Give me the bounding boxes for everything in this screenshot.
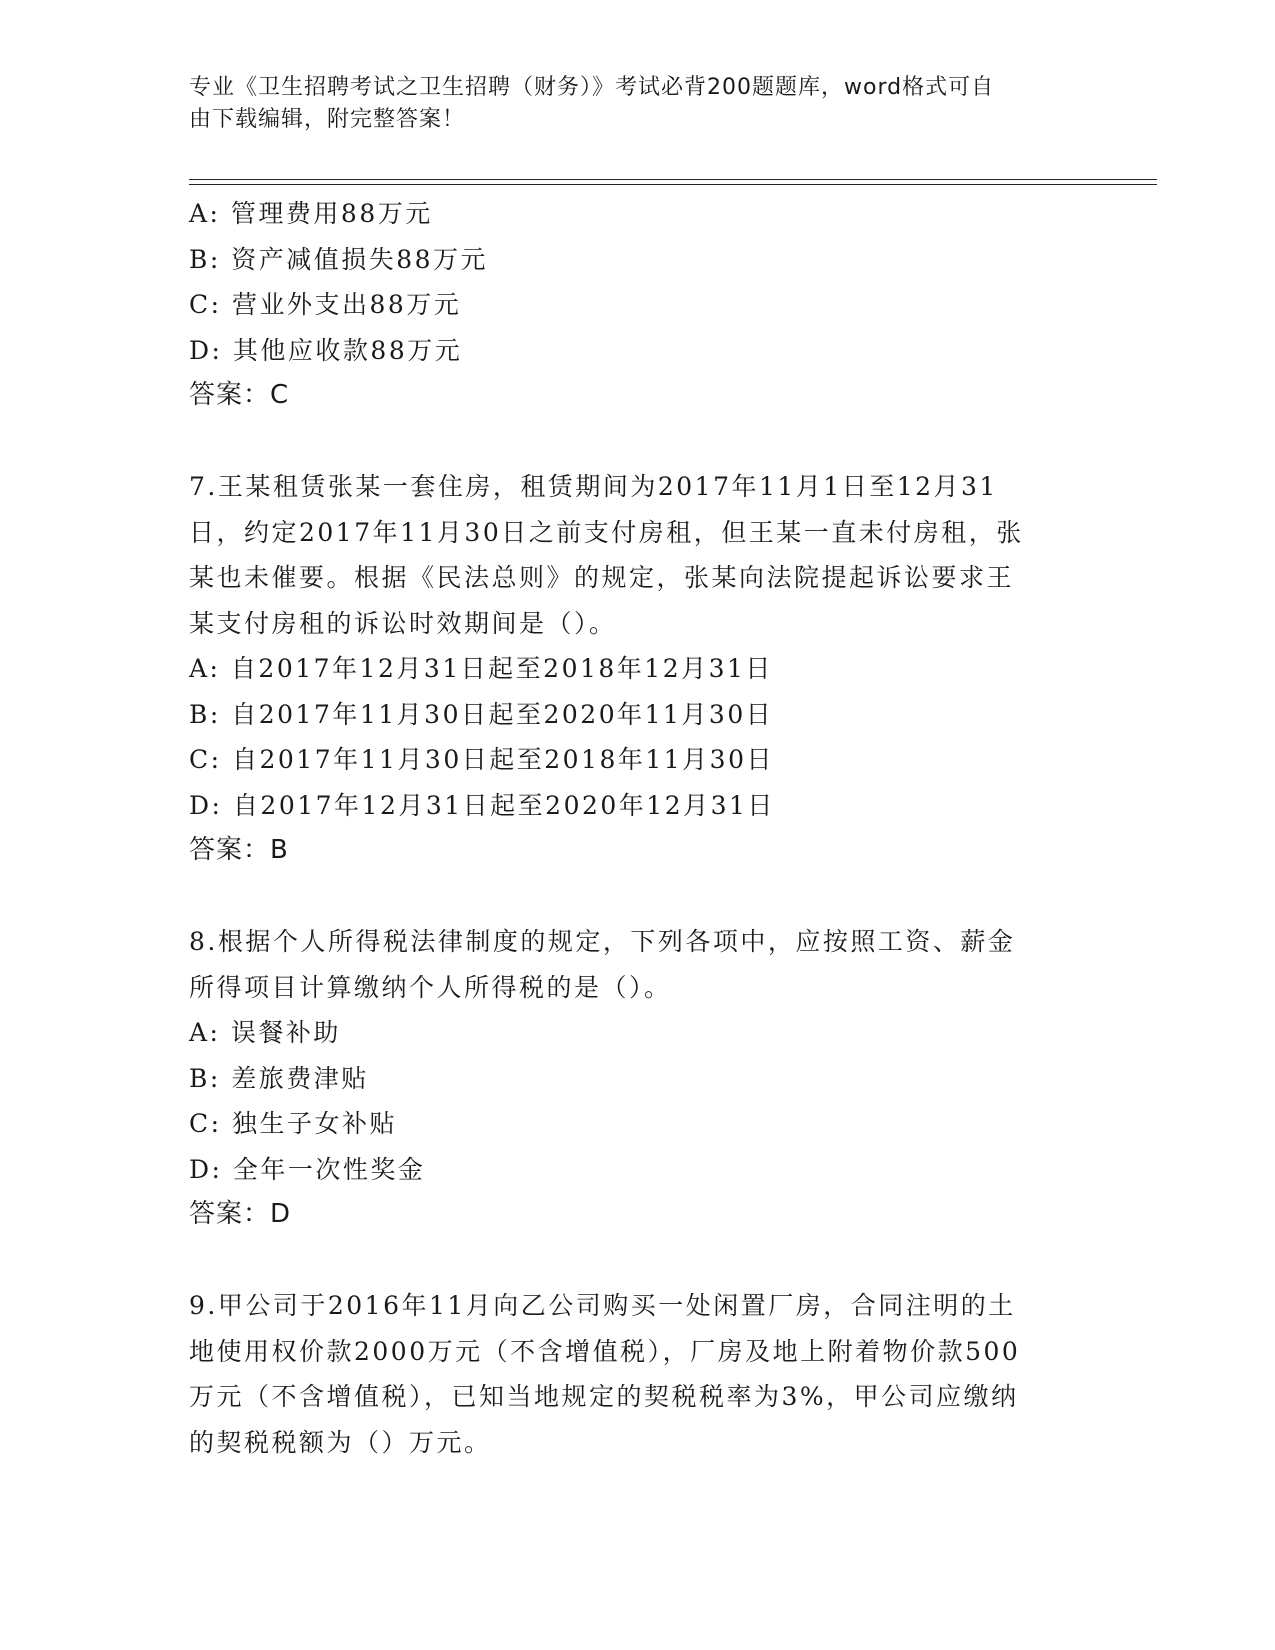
question-7-text-line-1: 7.王某租赁张某一套住房，租赁期间为2017年11月1日至12月31 [189,472,998,501]
question-8-option-b: B: 差旅费津贴 [189,1063,369,1093]
question-6-option-a: A: 管理费用88万元 [189,199,433,228]
question-7-option-b: B: 自2017年11月30日起至2020年11月30日 [189,699,774,729]
question-6-option-d: D: 其他应收款88万元 [189,335,463,365]
question-7-option-a: A: 自2017年12月31日起至2018年12月31日 [189,654,773,683]
question-9-text-line-2: 地使用权价款2000万元（不含增值税），厂房及地上附着物价款500 [189,1336,1021,1366]
question-8-text-line-1: 8.根据个人所得税法律制度的规定，下列各项中，应按照工资、薪金 [189,927,1016,956]
question-8-option-a: A: 误餐补助 [189,1018,341,1047]
question-8-option-d: D: 全年一次性奖金 [189,1154,426,1184]
question-7-option-d: D: 自2017年12月31日起至2020年12月31日 [189,790,775,820]
document-body [189,191,1089,1465]
question-6-option-b: B: 资产减值损失88万元 [189,244,489,274]
question-8-text-line-2: 所得项目计算缴纳个人所得税的是（）。 [189,972,672,1002]
header-line-2: 由下载编辑，附完整答案！ [189,107,466,132]
question-8-block [189,919,1089,1238]
question-9-text-line-3: 万元（不含增值税），已知当地规定的契税税率为3%，甲公司应缴纳 [189,1382,1019,1411]
question-9-block [189,1283,1089,1465]
spacer [189,874,1089,920]
question-9-text-line-4: 的契税税额为（）万元。 [189,1427,492,1457]
question-6-option-c: C: 营业外支出88万元 [189,290,462,319]
header-divider-top [189,179,1157,180]
spacer [189,419,1089,465]
question-7-text-line-2: 日，约定2017年11月30日之前支付房租，但王某一直未付房租，张 [189,517,1024,547]
question-7-option-c: C: 自2017年11月30日起至2018年11月30日 [189,745,774,774]
question-7-text-line-3: 某也未催要。根据《民法总则》的规定，张某向法院提起诉讼要求王 [189,563,1015,592]
spacer [189,1238,1089,1284]
page-header [189,72,1069,136]
question-6-block [189,191,1089,419]
header-divider-bottom [189,184,1157,185]
question-8-answer: 答案：D [189,1199,292,1229]
question-8-option-c: C: 独生子女补贴 [189,1109,397,1138]
question-6-answer: 答案：C [189,380,290,410]
question-9-text-line-1: 9.甲公司于2016年11月向乙公司购买一处闲置厂房，合同注明的土 [189,1291,1016,1320]
question-7-block [189,464,1089,874]
header-line-1: 专业《卫生招聘考试之卫生招聘（财务）》考试必背200题题库，word格式可自 [189,75,995,100]
question-7-text-line-4: 某支付房租的诉讼时效期间是（）。 [189,608,617,638]
question-7-answer: 答案：B [189,835,289,865]
